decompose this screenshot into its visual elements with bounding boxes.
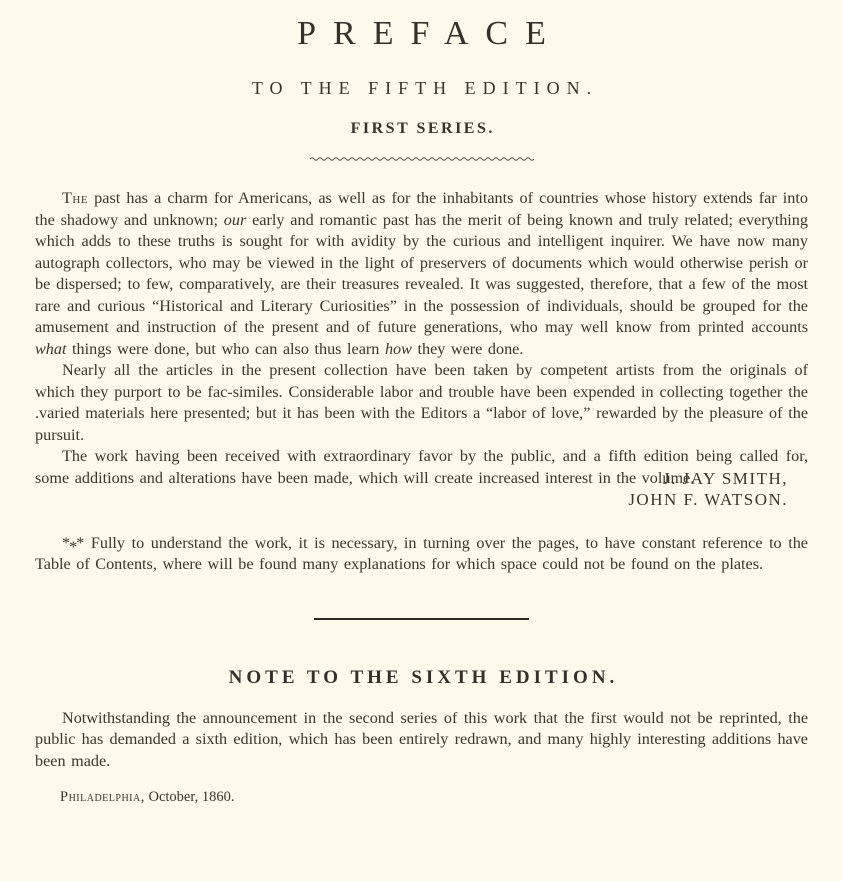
edition-subtitle: TO THE FIFTH EDITION. xyxy=(251,78,599,98)
wavy-line-icon xyxy=(309,154,535,162)
text-block xyxy=(0,16,842,806)
wavy-rule-divider xyxy=(35,154,808,162)
signature-john-watson: JOHN F. WATSON. xyxy=(628,490,788,509)
note-paragraph: Notwithstanding the announcement in the second series of this work that the first would not be reprinted, the public has demanded a sixth edition, which has been entirely redrawn, and many highly interesting additions have been made. xyxy=(35,708,808,770)
footnote-paragraph: *** Fully to understand the work, it is necessary, in turning over the pages, to have constant reference to the Table of Contents, where will be found many explanations for which space could not be found on the plates. xyxy=(35,533,808,573)
signature-jay-smith: J. JAY SMITH, xyxy=(663,468,788,488)
preface-paragraph-1: The past has a charm for Americans, as well as for the inhabitants of countries whose history extends far into the shadowy and unknown; our early and romantic past has the merit of being known and truly related; everything which adds to these truths is sought for with avidity by the curious and intelligent inquirer. We have now many autograph collectors, who may be viewed in the light of preservers of documents which would otherwise perish or be dispersed; to few, comparatively, are their treasures revealed. It was suggested, therefore, that a few of the most rare and curious “Historical and Literary Curiosities” in the possession of individuals, should be grouped for the amusement and instruction of the present and of future generations, who may well know from printed accounts what things were done, but who can also thus learn how they were done. xyxy=(35,189,808,358)
preface-paragraph-3: The work having been received with extraordinary favor by the public, and a fifth edition being called for, some additions and alterations have been made, which will create increased interest in the volume. xyxy=(35,447,808,487)
preface-paragraph-2: Nearly all the articles in the present collection have been taken by competent artists from the originals of which they purport to be fac-similes. Considerable labor and trouble have been expended in collecting together the .varied materials here presented; but it has been with the Editors a “labor of love,” rewarded by the pleasure of the pursuit. xyxy=(35,361,808,444)
section-divider xyxy=(314,618,529,620)
preface-title: PREFACE xyxy=(297,15,563,52)
dateline: Philadelphia, October, 1860. xyxy=(60,789,235,805)
series-label: FIRST SERIES. xyxy=(350,120,495,137)
note-heading: NOTE TO THE SIXTH EDITION. xyxy=(228,666,619,688)
